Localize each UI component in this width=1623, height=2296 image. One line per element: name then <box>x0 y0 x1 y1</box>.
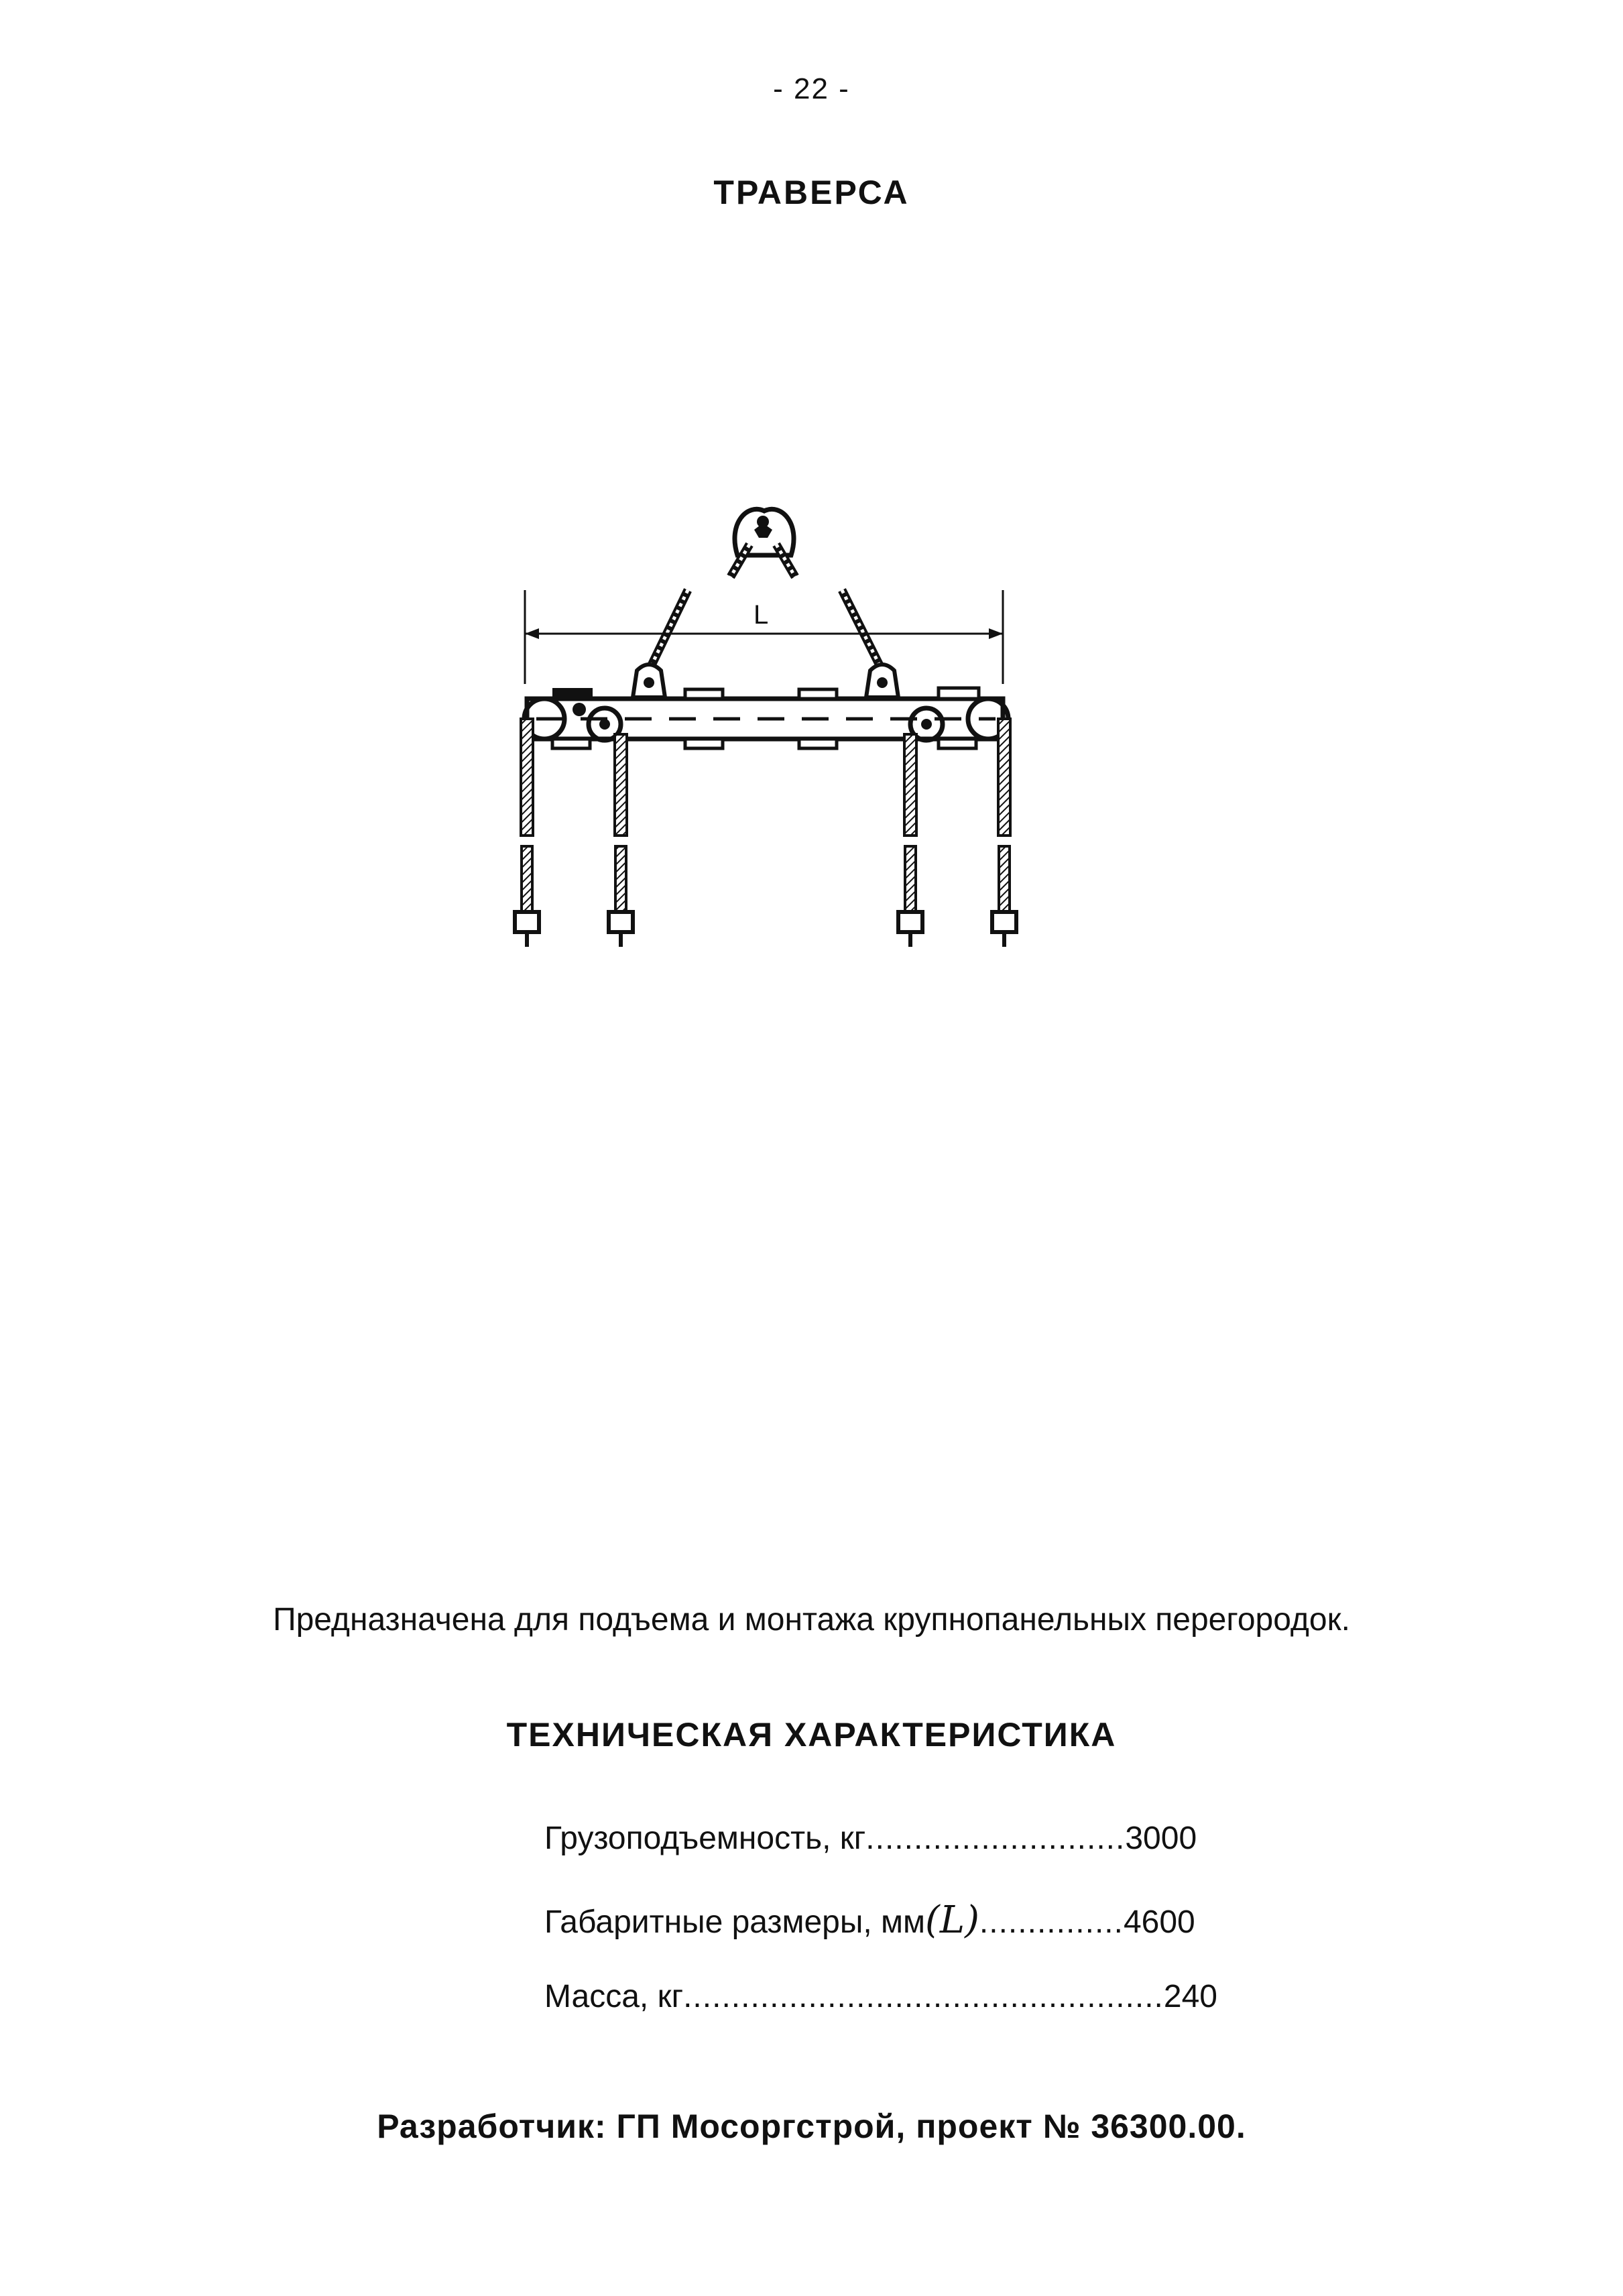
spec-label: Грузоподъемность, кг <box>544 1821 866 1856</box>
spec-label: Масса, кг <box>544 1979 684 2014</box>
spec-leader: ........................... <box>865 1821 1126 1856</box>
dimension-label: L <box>754 600 769 630</box>
spec-value: 240 <box>1163 1979 1217 2014</box>
rope-clamps <box>515 912 1016 947</box>
handwritten-note: (L) <box>925 1898 979 1942</box>
spec-leader: ............... <box>979 1904 1124 1940</box>
traverse-drawing <box>496 483 1053 966</box>
spec-heading: ТЕХНИЧЕСКАЯ ХАРАКТЕРИСТИКА <box>506 1716 1117 1754</box>
developer-credit: Разработчик: ГП Мосоргстрой, проект № 36300.00. <box>377 2108 1246 2145</box>
spec-leader: .................................................. <box>683 1979 1164 2014</box>
spec-value: 3000 <box>1125 1821 1197 1856</box>
spec-row <box>544 1898 1217 1981</box>
spec-row <box>544 1981 1217 2060</box>
page-title: ТРАВЕРСА <box>713 174 910 211</box>
page-number: - 22 - <box>773 72 850 105</box>
spec-label: Габаритные размеры, мм <box>544 1904 926 1940</box>
purpose-text: Предназначена для подъема и монтажа крупнопанельных перегородок. <box>273 1602 1350 1638</box>
hanging-ropes-lower <box>522 846 1010 912</box>
spec-list <box>544 1823 1217 2060</box>
spec-value: 4600 <box>1123 1904 1195 1940</box>
spec-row <box>544 1823 1217 1902</box>
upper-slings <box>731 544 795 577</box>
sling-lugs <box>633 665 898 697</box>
